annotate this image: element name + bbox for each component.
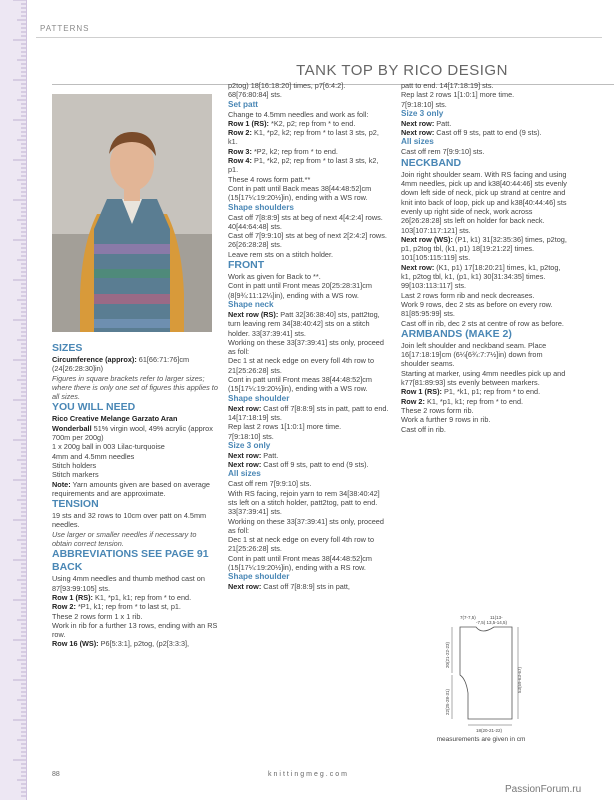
shoulder2-next-row: Next row: Cast off 7[8:8:9] sts in patt, — [228, 582, 350, 592]
note-text: Note: Yarn amounts given are based on average requirements and are approximate. — [52, 479, 210, 498]
tension-note: Use larger or smaller needles if necessary to obtain correct tension. — [52, 529, 197, 549]
back-heading: BACK — [52, 561, 83, 574]
all-sizes-castoff: Cast off rem 7[9:9:10] sts. — [401, 147, 485, 157]
patt-note: These 4 rows form patt.** — [228, 174, 311, 184]
armbands-text7: Cast off in rib. — [401, 424, 446, 434]
watermark: PassionForum.ru — [505, 784, 582, 795]
materials-heading: YOU WILL NEED — [52, 401, 136, 414]
neckband-heading: NECKBAND — [401, 156, 462, 169]
neckband-text4: Last 2 rows form rib and neck decreases. — [401, 290, 535, 300]
all-sizes-heading: All sizes — [228, 469, 261, 479]
dim-top-mid-2: -7,5) 13,5-14,5) — [476, 620, 508, 625]
armbands-text2: Starting at marker, using 4mm needles pick up and k77[81:89:93] sts evenly between markers. — [401, 368, 566, 388]
ruler-strip — [0, 0, 27, 800]
patt-row4: Row 4: P1, *k2, p2; rep from * to last 3 sts, k2, p1. — [228, 156, 379, 175]
shoulder-rep: Rep last 2 rows 1[1:0:1] more time. — [228, 422, 342, 432]
markers-text: Stitch markers — [52, 470, 99, 480]
front-text2: Cont in patt until Front meas 20[25:28:31]cm (8[9¾:11:12¼]in), ending with a WS row. — [228, 281, 372, 300]
shoulders-step1: Cast off 7[8:8:9] sts at beg of next 4[4:2:4] rows. 40[44:64:48] sts. — [228, 212, 383, 231]
size3-row2-2: Next row: Cast off 9 sts, patt to end (9 sts). — [401, 128, 542, 138]
neck-next-row: Next row (RS): Patt 32[36:38:40] sts, patt2tog, turn leaving rem 34[38:40:42] sts on a stitch holder. 33[37:39:41] sts. — [228, 309, 380, 338]
back-length: Cont in patt until Back meas 38[44:48:52]cm (15[17¼:19:20½]in), ending with a WS row. — [228, 183, 372, 203]
neckband-text5: Work 9 rows, dec 2 sts as before on every row. 81[85:95:99] sts. — [401, 299, 553, 319]
neckband-text6: Cast off in rib, dec 2 sts at centre of row as before. — [401, 318, 564, 328]
back-row1: Row 1 (RS): K1, *p1, k1; rep from * to end. — [52, 592, 192, 602]
diagram-caption: measurements are given in cm — [436, 736, 526, 743]
neckband-text1: Join right shoulder seam. With RS facing and using 4mm needles, pick up and k38[40:44:46] sts evenly down left side of neck, pick up strand at centre and knit into back of loop, pick up and k38[40:44:46] sts evenly up right side of neck, work across 26[26:28:28] sts left on holder for back neck. 103[107:117:121] sts. — [401, 169, 567, 235]
patt-row1: Row 1 (RS): *K2, p2; rep from * to end. — [228, 118, 356, 128]
all-sizes-text4: Dec 1 st at neck edge on every foll 4th row to 21[25:26:28] sts. — [228, 535, 375, 554]
header-rule — [36, 37, 602, 38]
sizes-heading: SIZES — [52, 342, 83, 354]
all-sizes-text3: Working on these 33[37:39:41] sts only, proceed as foll: — [228, 516, 384, 535]
back-cast-on: Using 4mm needles and thumb method cast on 87[93:99:105] sts. — [52, 574, 205, 593]
column-left — [52, 342, 218, 649]
armbands-row2: Row 2: K1, *p1, k1; rep from * to end. — [401, 396, 524, 406]
back-rib-further: Work in rib for a further 13 rows, ending with an RS row. — [52, 620, 218, 640]
neckband-ws-row: Next row (WS): (P1, k1) 31[32:35:36] times, p2tog, p1, p2tog tbl, (k1, p1) 18[19:21:22] times. 101[105:115:119] sts. — [401, 234, 567, 263]
armbands-text1: Join left shoulder and neckband seam. Place 16[17:18:19]cm (6¼[6¾:7:7½]in) down from shoulder seams. — [401, 340, 547, 369]
neck-text3: Dec 1 st at neck edge on every foll 4th row to 21[25:26:28] sts. — [228, 356, 375, 375]
shoulders-step2: Cast off 7[9:9:10] sts at beg of next 2[2:4:2] rows. 26[26:28:28] sts. — [228, 231, 387, 250]
armbands-text6: Work a further 9 rows in rib. — [401, 415, 491, 425]
yarn-colour: 1 x 200g ball in 003 Lilac-turquoise — [52, 442, 165, 452]
tension-heading: TENSION — [52, 498, 99, 511]
section-label: PATTERNS — [40, 24, 90, 33]
dim-left-bottom: 22(25-28-31) — [445, 688, 450, 715]
page-title: TANK TOP BY RICO DESIGN — [296, 62, 508, 79]
front-text1: Work as given for Back to **. — [228, 272, 321, 282]
column-middle — [228, 81, 390, 592]
shape-shoulder-heading: Shape shoulder — [228, 393, 290, 403]
schematic-diagram — [432, 613, 522, 733]
shoulder-rep-2: Rep last 2 rows 1[1:0:1] more time. — [401, 90, 515, 100]
shape-shoulders-heading: Shape shoulders — [228, 202, 294, 212]
all-sizes-text1: Cast off rem 7[9:9:10] sts. — [228, 479, 312, 489]
shoulder-next-row: Next row: Cast off 7[8:8:9] sts in patt, patt to end. 14[17:18:19] sts. — [228, 403, 389, 422]
dim-top-mid: 11(13- — [490, 615, 503, 620]
shape-neck-heading: Shape neck — [228, 299, 274, 309]
back-rib-note: These 2 rows form 1 x 1 rib. — [52, 611, 143, 621]
shoulders-step3: Leave rem sts on a stitch holder. — [228, 249, 334, 259]
neck-text4: Cont in patt until Front meas 38[44:48:52]cm (15[17¼:19:20½]in), ending with a WS row. — [228, 375, 372, 394]
sizes-text: Circumference (approx): 61[66:71:76]cm (24[26:28:30]in) — [52, 355, 190, 374]
needles-text: 4mm and 4.5mm needles — [52, 451, 135, 461]
neckband-next-row: Next row: (K1, p1) 17[18:20:21] times, k1, p2tog, k1, p2tog tbl, k1, (p1, k1) 30[31:34:35] times. 99[103:113:117] sts. — [401, 262, 561, 291]
page-number: 88 — [52, 771, 60, 778]
shoulder-sts-2: 7[9:18:10] sts. — [401, 99, 447, 109]
all-sizes-text2: With RS facing, rejoin yarn to rem 34[38:40:42] sts left on a stitch holder, patt2tog, patt to end. 33[37:39:41] sts. — [228, 488, 380, 517]
tension-text: 19 sts and 32 rows to 10cm over patt on 4.5mm needles. — [52, 511, 207, 530]
back-row2: Row 2: *P1, k1; rep from * to last st, p1. — [52, 602, 181, 612]
magazine-site: knittingmeg.com — [268, 771, 349, 778]
back-sts-count: 68[76:80:84] sts. — [228, 90, 282, 100]
shape-shoulder-heading-2: Shape shoulder — [228, 572, 290, 582]
size3-row2: Next row: Cast off 9 sts, patt to end (9 sts). — [228, 460, 369, 470]
armbands-text5: These 2 rows form rib. — [401, 405, 474, 415]
back-row16-cont: p2tog) 18[16:18:20] times, p7[6:4:2]. — [228, 81, 346, 90]
size3-row1-2: Next row: Patt. — [401, 118, 452, 128]
size3-heading: Size 3 only — [228, 440, 271, 450]
neck-text2: Working on these 33[37:39:41] sts only, proceed as foll: — [228, 337, 384, 357]
set-patt-heading: Set patt — [228, 99, 259, 109]
set-patt-text: Change to 4.5mm needles and work as foll: — [228, 109, 369, 119]
yarn-text: Rico Creative Melange Garzato Aran Wonderball 51% virgin wool, 49% acrylic (approx 700m per 200g) — [52, 414, 213, 443]
abbreviations-heading: ABBREVIATIONS SEE PAGE 91 — [52, 548, 209, 561]
holders-text: Stitch holders — [52, 460, 97, 470]
all-sizes-text5: Cont in patt until Front meas 38[44:48:52]cm (15[17¼:19:20½]in), ending with a RS row. — [228, 553, 372, 573]
size3-row1: Next row: Patt. — [228, 450, 279, 460]
dim-top-left: 7(7-7,5) — [460, 615, 476, 620]
sizes-note: Figures in square brackets refer to larger sizes; where there is only one set of figures this applies to all sizes. — [52, 373, 218, 402]
back-row16: Row 16 (WS): P6[5:3:1], p2tog, (p2[3:3:3], — [52, 639, 190, 649]
dim-right: 53(59-63-67) — [517, 666, 522, 693]
shoulder-cont: patt to end. 14[17:18:19] sts. — [401, 81, 494, 90]
size3-heading-2: Size 3 only — [401, 108, 444, 118]
patt-row2: Row 2: K1, *p2, k2; rep from * to last 3 sts, p2, k1. — [228, 128, 379, 147]
model-photo — [52, 94, 212, 332]
column-right — [401, 81, 569, 434]
dim-left-top: 20(21-22-23) — [445, 641, 450, 668]
armbands-row1: Row 1 (RS): P1, *k1, p1; rep from * to end. — [401, 387, 541, 397]
shoulder-sts: 7[9:18:10] sts. — [228, 431, 274, 441]
dim-bottom: 18(20-21-22) — [476, 728, 503, 733]
patt-row3: Row 3: *P2, k2; rep from * to end. — [228, 146, 338, 156]
front-heading: FRONT — [228, 259, 265, 272]
armbands-heading: ARMBANDS (MAKE 2) — [401, 327, 512, 340]
all-sizes-heading-2: All sizes — [401, 137, 434, 147]
